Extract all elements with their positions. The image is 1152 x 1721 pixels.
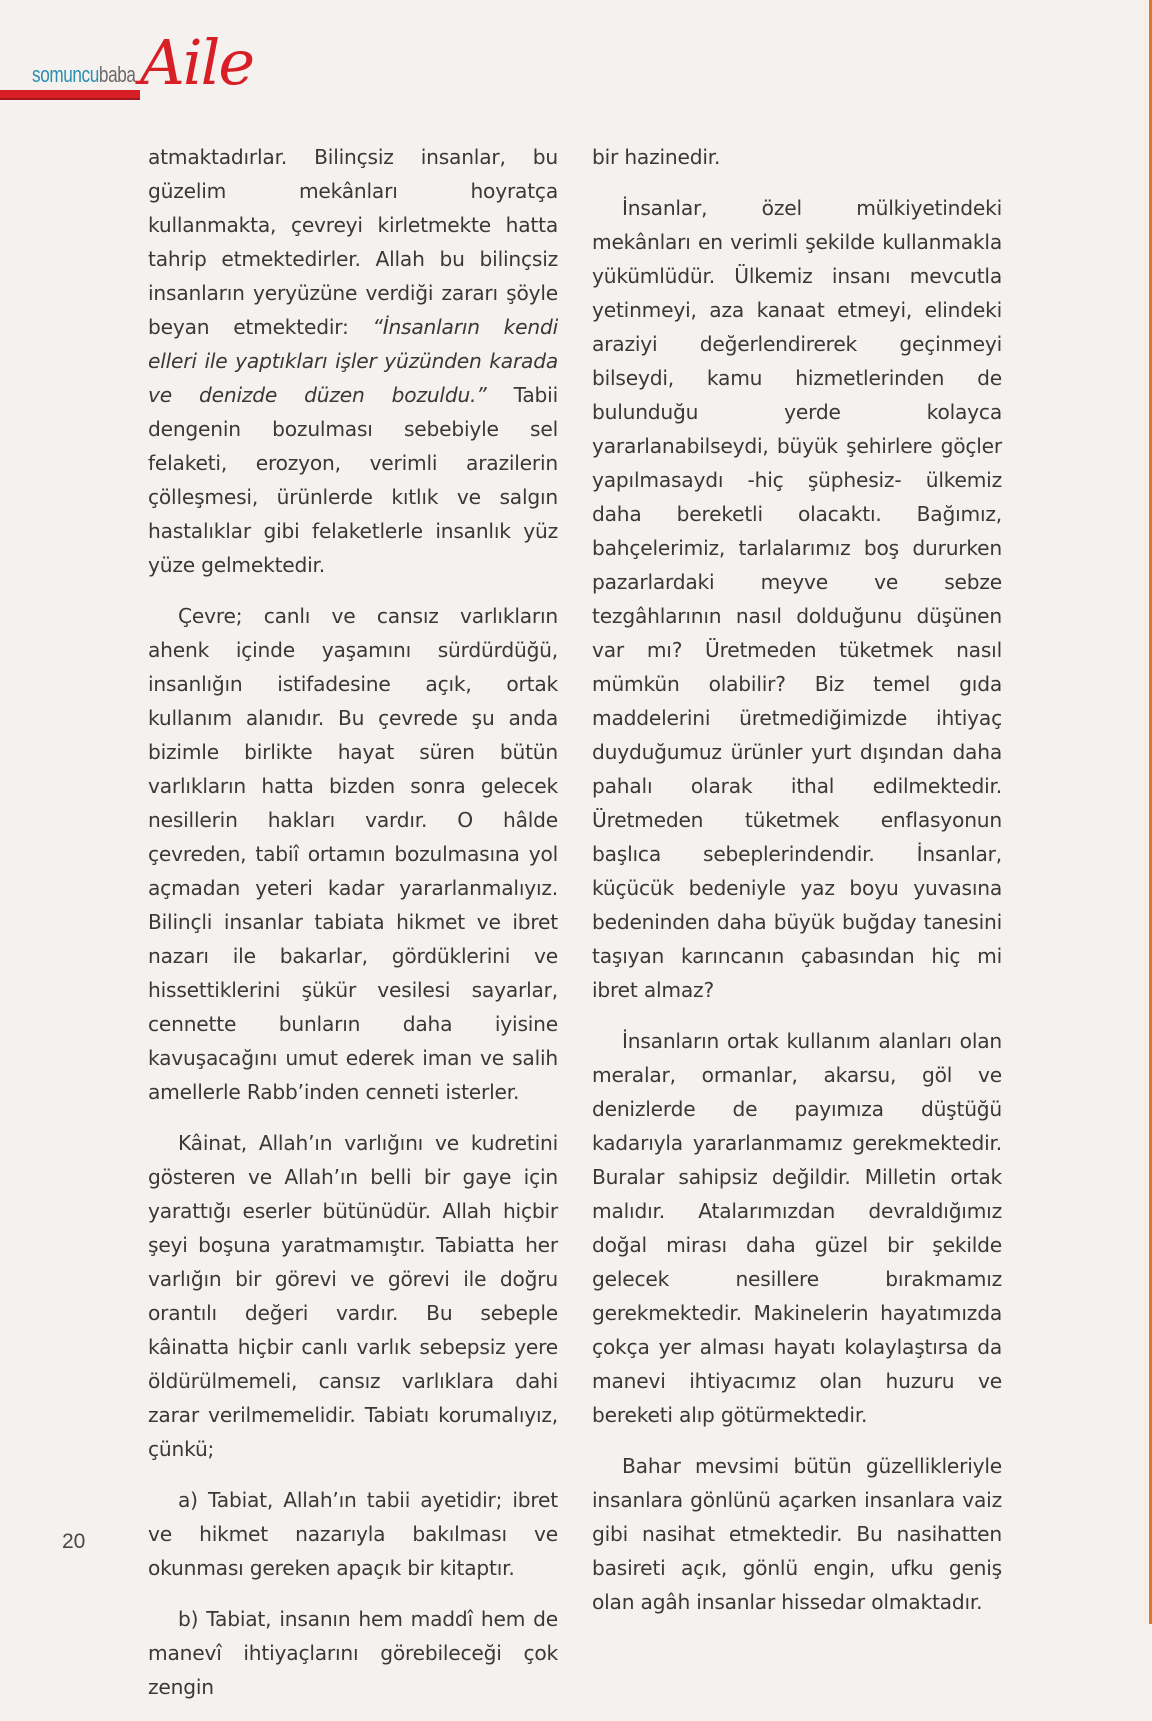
magazine-masthead — [0, 26, 260, 115]
list-item-a: a) Tabiat, Allah’ın tabii ayetidir; ibret ve hikmet nazarıyla bakılması ve okunması gereken apaçık bir kitaptır. — [148, 1488, 558, 1580]
paragraph: Bahar mevsimi bütün güzellikleriyle insanlara gönlünü açarken insanlara vaiz gibi nasihat etmektedir. Bu nasihatten basireti açık, gönlü engin, ufku geniş olan agâh insanlar hissedar olmaktadır. — [592, 1454, 1002, 1614]
paragraph: Kâinat, Allah’ın varlığını ve kudretini gösteren ve Allah’ın belli bir gaye için yarattığı eserler bütünüdür. Allah hiçbir şeyi boşuna yaratmamıştır. Tabiatta her varlığın bir görevi ve görevi ile doğru orantılı değeri vardır. Bu sebeple kâinatta hiçbir canlı varlık sebepsiz yere öldürülmemeli, cansız varlıklara dahi zarar verilmemelidir. Tabiatı korumalıyız, çünkü; — [148, 1131, 558, 1461]
page-number: 20 — [62, 1530, 86, 1553]
masthead-red-bar — [0, 90, 140, 98]
masthead-title: Aile — [140, 26, 254, 99]
paragraph — [148, 140, 558, 582]
article-column-right — [592, 140, 1002, 1636]
brand-part-baba: baba — [98, 62, 136, 87]
paragraph: İnsanlar, özel mülkiyetindeki mekânları en verimli şekilde kullanmakla yükümlüdür. Ülkemiz insanı mevcutla yetinmeyi, aza kanaat etmeyi, elindeki araziyi değerlendirerek geçinmeyi bilseydi, kamu hizmetlerinden de bulunduğu yerde kolayca yararlanabilseydi, büyük şehirlere göçler yapılmasaydı -hiç şüphesiz- ülkemiz daha bereketli olacaktı. Bağımız, bahçelerimiz, tarlalarımız boş dururken pazarlardaki meyve ve sebze tezgâhlarının nasıl dolduğunu düşünen var mı? Üretmeden tüketmek nasıl mümkün olabilir? Biz temel gıda maddelerini üretmediğimizde ihtiyaç duyduğumuz ürünler yurt dışından daha pahalı olarak ithal edilmektedir. Üretmeden tüketmek enflasyonun başlıca sebeplerindendir. İnsanlar, küçücük bedeniyle yaz boyu yuvasına bedeninden daha büyük buğday tanesini taşıyan karıncanın çabasından hiç mi ibret almaz? — [592, 196, 1002, 1002]
list-item-b: b) Tabiat, insanın hem maddî hem de manevî ihtiyaçlarını görebileceği çok zengin — [148, 1607, 558, 1699]
paragraph-text: atmaktadırlar. Bilinçsiz insanlar, bu güzelim mekânları hoyratça kullanmakta, çevreyi kirletmekte hatta tahrip etmektedirler. Allah bu bilinçsiz insanların yeryüzüne verdiği zararı şöyle beyan etmektedir: — [148, 145, 558, 339]
quran-quote: “İnsanların kendi elleri ile yaptıkları işler yüzünden karada ve denizde düzen bozuldu.” — [148, 315, 558, 407]
paragraph: bir hazinedir. — [592, 145, 721, 169]
paragraph: İnsanların ortak kullanım alanları olan meralar, ormanlar, akarsu, göl ve denizlerde de payımıza düştüğü kadarıyla yararlanmamız gerekmektedir. Buralar sahipsiz değildir. Milletin ortak malıdır. Atalarımızdan devraldığımız doğal mirası daha güzel bir şekilde gelecek nesillere bırakmamız gerekmektedir. Makinelerin hayatımızda çokça yer alması hayatı kolaylaştırsa da manevi ihtiyacımız olan huzuru ve bereketi alıp götürmektedir. — [592, 1029, 1002, 1427]
paragraph: Çevre; canlı ve cansız varlıkların ahenk içinde yaşamını sürdürdüğü, insanlığın istifadesine açık, ortak kullanım alanıdır. Bu çevrede şu anda bizimle birlikte hayat süren bütün varlıkların hatta bizden sonra gelecek nesillerin hakları vardır. O hâlde çevreden, tabiî ortamın bozulmasına yol açmadan yeteri kadar yararlanmalıyız. Bilinçli insanlar tabiata hikmet ve ibret nazarı ile bakarlar, gördüklerini ve hissettiklerini şükür vesilesi sayarlar, cennette bunların daha iyisine kavuşacağını umut ederek iman ve salih amellerle Rabb’inden cenneti isterler. — [148, 604, 558, 1104]
article-column-left — [148, 140, 558, 1721]
masthead-red-bar-shadow — [0, 98, 140, 100]
page-edge-tint — [1144, 0, 1148, 1624]
masthead-brand — [32, 62, 136, 88]
paragraph-text: Tabii dengenin bozulması sebebiyle sel felaketi, erozyon, verimli arazilerin çölleşmesi, ürünlerde kıtlık ve salgın hastalıklar gibi felaketlerle insanlık yüz yüze gelmektedir. — [148, 383, 558, 577]
brand-part-somuncu: somuncu — [32, 62, 99, 87]
